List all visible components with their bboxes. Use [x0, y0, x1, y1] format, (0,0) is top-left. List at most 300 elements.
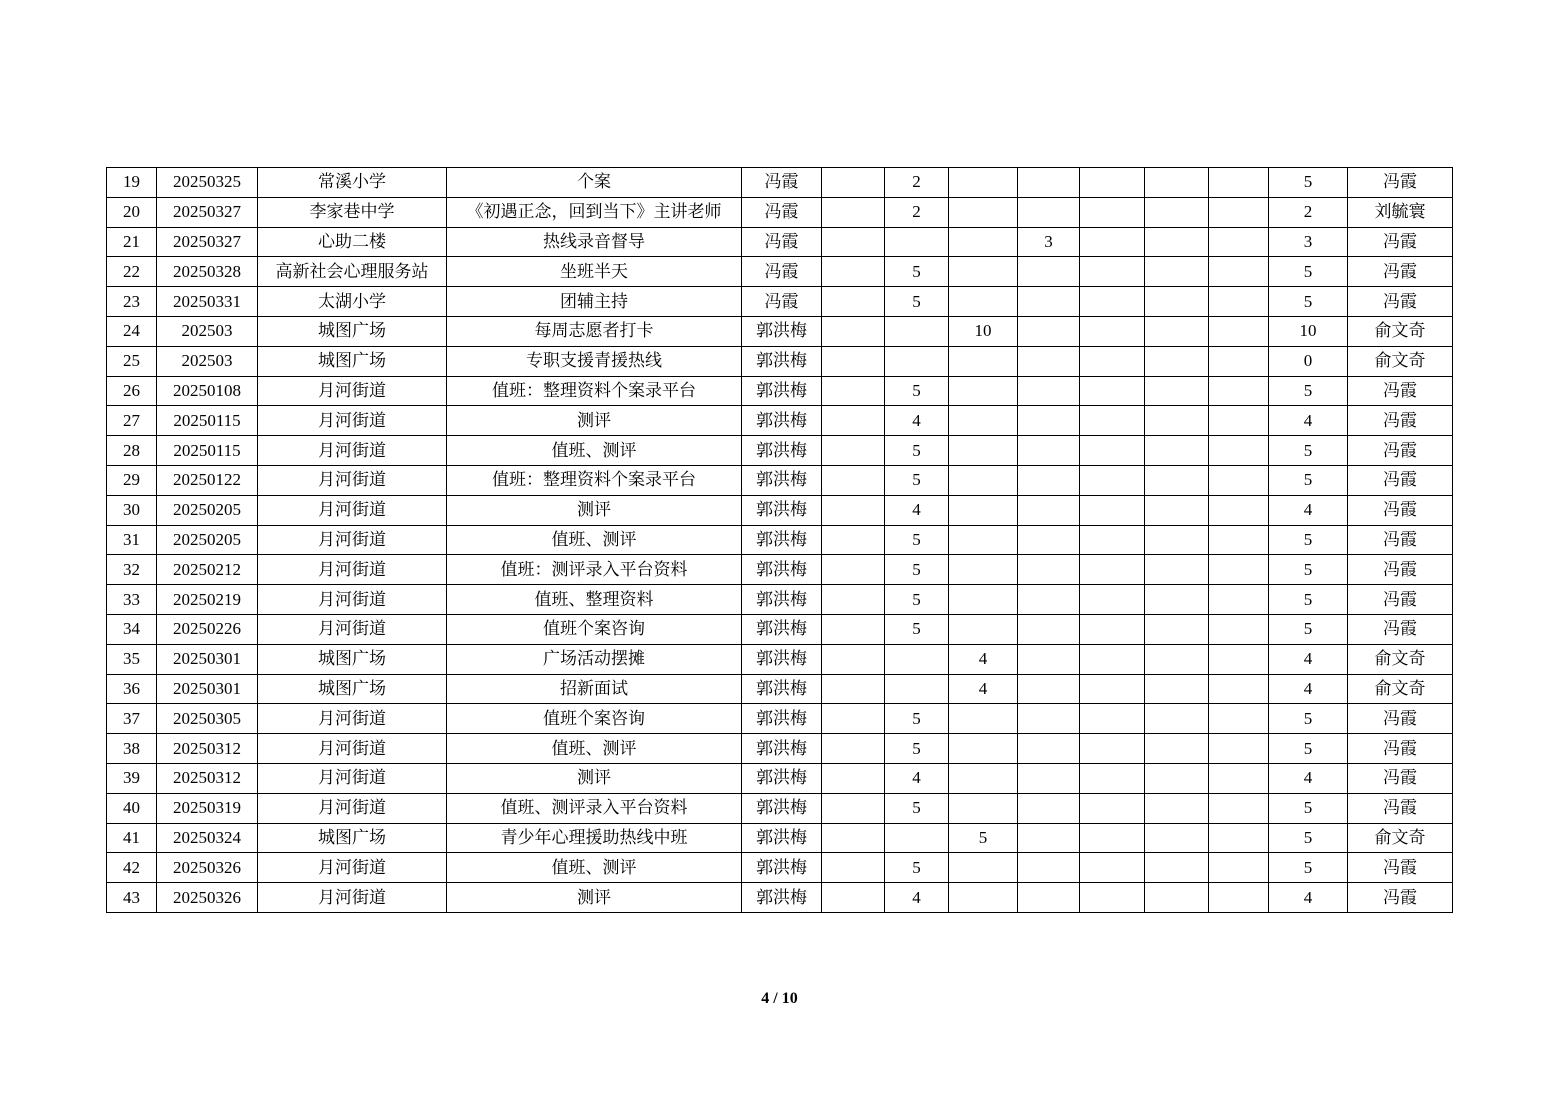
activity-cell: 坐班半天 — [447, 257, 742, 287]
volunteer-cell: 郭洪梅 — [742, 793, 822, 823]
hours-col-2-cell: 5 — [885, 465, 949, 495]
hours-col-2-cell: 5 — [885, 257, 949, 287]
date-cell: 20250205 — [157, 495, 258, 525]
volunteer-cell: 郭洪梅 — [742, 734, 822, 764]
hours-col-5-cell — [1080, 495, 1145, 525]
location-cell: 月河街道 — [258, 853, 447, 883]
table-row — [107, 585, 1453, 615]
index-cell: 37 — [107, 704, 157, 734]
verifier-cell: 冯霞 — [1348, 853, 1453, 883]
hours-col-3-cell — [949, 883, 1018, 913]
verifier-cell: 冯霞 — [1348, 614, 1453, 644]
activity-cell: 招新面试 — [447, 674, 742, 704]
hours-col-4-cell — [1018, 406, 1080, 436]
hours-col-7-cell — [1209, 525, 1269, 555]
hours-col-7-cell — [1209, 674, 1269, 704]
table-row — [107, 525, 1453, 555]
hours-col-1-cell — [822, 704, 885, 734]
location-cell: 月河街道 — [258, 585, 447, 615]
total-hours-cell: 5 — [1269, 734, 1348, 764]
hours-col-3-cell — [949, 197, 1018, 227]
location-cell: 城图广场 — [258, 644, 447, 674]
location-cell: 月河街道 — [258, 555, 447, 585]
location-cell: 高新社会心理服务站 — [258, 257, 447, 287]
records-table — [106, 167, 1453, 913]
hours-col-5-cell — [1080, 644, 1145, 674]
table-row — [107, 763, 1453, 793]
hours-col-4-cell — [1018, 257, 1080, 287]
hours-col-4-cell: 3 — [1018, 227, 1080, 257]
table-row — [107, 674, 1453, 704]
index-cell: 38 — [107, 734, 157, 764]
date-cell: 20250301 — [157, 674, 258, 704]
hours-col-7-cell — [1209, 465, 1269, 495]
volunteer-cell: 郭洪梅 — [742, 823, 822, 853]
total-hours-cell: 5 — [1269, 465, 1348, 495]
hours-col-5-cell — [1080, 734, 1145, 764]
hours-col-7-cell — [1209, 883, 1269, 913]
location-cell: 月河街道 — [258, 525, 447, 555]
total-hours-cell: 5 — [1269, 793, 1348, 823]
activity-cell: 测评 — [447, 883, 742, 913]
date-cell: 202503 — [157, 346, 258, 376]
hours-col-6-cell — [1145, 346, 1209, 376]
table-row — [107, 793, 1453, 823]
hours-col-1-cell — [822, 495, 885, 525]
location-cell: 城图广场 — [258, 823, 447, 853]
records-body — [107, 168, 1453, 913]
hours-col-3-cell — [949, 168, 1018, 198]
hours-col-5-cell — [1080, 585, 1145, 615]
total-hours-cell: 4 — [1269, 644, 1348, 674]
hours-col-2-cell: 5 — [885, 853, 949, 883]
activity-cell: 青少年心理援助热线中班 — [447, 823, 742, 853]
hours-col-4-cell — [1018, 614, 1080, 644]
table-row — [107, 257, 1453, 287]
hours-col-6-cell — [1145, 704, 1209, 734]
activity-cell: 测评 — [447, 763, 742, 793]
verifier-cell: 俞文奇 — [1348, 823, 1453, 853]
hours-col-2-cell: 5 — [885, 585, 949, 615]
volunteer-cell: 冯霞 — [742, 257, 822, 287]
activity-cell: 每周志愿者打卡 — [447, 316, 742, 346]
hours-col-6-cell — [1145, 644, 1209, 674]
hours-col-3-cell — [949, 227, 1018, 257]
activity-cell: 值班、测评 — [447, 734, 742, 764]
index-cell: 43 — [107, 883, 157, 913]
index-cell: 19 — [107, 168, 157, 198]
total-hours-cell: 5 — [1269, 585, 1348, 615]
hours-col-1-cell — [822, 734, 885, 764]
total-hours-cell: 3 — [1269, 227, 1348, 257]
location-cell: 月河街道 — [258, 614, 447, 644]
location-cell: 月河街道 — [258, 793, 447, 823]
verifier-cell: 冯霞 — [1348, 436, 1453, 466]
hours-col-2-cell: 5 — [885, 793, 949, 823]
hours-col-1-cell — [822, 376, 885, 406]
hours-col-6-cell — [1145, 257, 1209, 287]
hours-col-7-cell — [1209, 793, 1269, 823]
hours-col-3-cell — [949, 287, 1018, 317]
date-cell: 20250327 — [157, 227, 258, 257]
hours-col-6-cell — [1145, 763, 1209, 793]
hours-col-7-cell — [1209, 287, 1269, 317]
hours-col-3-cell — [949, 257, 1018, 287]
volunteer-cell: 郭洪梅 — [742, 883, 822, 913]
date-cell: 20250108 — [157, 376, 258, 406]
hours-col-4-cell — [1018, 763, 1080, 793]
hours-col-1-cell — [822, 436, 885, 466]
hours-col-3-cell — [949, 465, 1018, 495]
location-cell: 月河街道 — [258, 406, 447, 436]
location-cell: 月河街道 — [258, 465, 447, 495]
hours-col-4-cell — [1018, 674, 1080, 704]
hours-col-7-cell — [1209, 227, 1269, 257]
hours-col-5-cell — [1080, 674, 1145, 704]
hours-col-2-cell — [885, 316, 949, 346]
activity-cell: 值班：整理资料个案录平台 — [447, 376, 742, 406]
hours-col-7-cell — [1209, 614, 1269, 644]
date-cell: 20250219 — [157, 585, 258, 615]
date-cell: 20250312 — [157, 734, 258, 764]
verifier-cell: 俞文奇 — [1348, 674, 1453, 704]
hours-col-6-cell — [1145, 406, 1209, 436]
hours-col-3-cell — [949, 376, 1018, 406]
index-cell: 40 — [107, 793, 157, 823]
date-cell: 20250205 — [157, 525, 258, 555]
hours-col-3-cell — [949, 346, 1018, 376]
hours-col-7-cell — [1209, 168, 1269, 198]
hours-col-7-cell — [1209, 734, 1269, 764]
hours-col-7-cell — [1209, 555, 1269, 585]
table-row — [107, 316, 1453, 346]
hours-col-7-cell — [1209, 316, 1269, 346]
hours-col-6-cell — [1145, 436, 1209, 466]
total-hours-cell: 4 — [1269, 883, 1348, 913]
volunteer-cell: 冯霞 — [742, 168, 822, 198]
total-hours-cell: 2 — [1269, 197, 1348, 227]
hours-col-6-cell — [1145, 197, 1209, 227]
verifier-cell: 冯霞 — [1348, 168, 1453, 198]
total-hours-cell: 5 — [1269, 823, 1348, 853]
total-hours-cell: 4 — [1269, 674, 1348, 704]
hours-col-3-cell: 5 — [949, 823, 1018, 853]
activity-cell: 值班、测评 — [447, 436, 742, 466]
table-row — [107, 346, 1453, 376]
hours-col-7-cell — [1209, 197, 1269, 227]
hours-col-3-cell — [949, 436, 1018, 466]
volunteer-cell: 郭洪梅 — [742, 763, 822, 793]
hours-col-6-cell — [1145, 495, 1209, 525]
index-cell: 26 — [107, 376, 157, 406]
hours-col-7-cell — [1209, 763, 1269, 793]
hours-col-4-cell — [1018, 316, 1080, 346]
hours-col-1-cell — [822, 823, 885, 853]
location-cell: 月河街道 — [258, 436, 447, 466]
hours-col-6-cell — [1145, 853, 1209, 883]
hours-col-3-cell: 4 — [949, 644, 1018, 674]
hours-col-5-cell — [1080, 614, 1145, 644]
hours-col-2-cell: 4 — [885, 883, 949, 913]
hours-col-6-cell — [1145, 465, 1209, 495]
hours-col-2-cell — [885, 823, 949, 853]
index-cell: 36 — [107, 674, 157, 704]
table-row — [107, 704, 1453, 734]
hours-col-5-cell — [1080, 525, 1145, 555]
verifier-cell: 俞文奇 — [1348, 316, 1453, 346]
hours-col-5-cell — [1080, 555, 1145, 585]
hours-col-6-cell — [1145, 585, 1209, 615]
hours-col-4-cell — [1018, 465, 1080, 495]
volunteer-cell: 郭洪梅 — [742, 853, 822, 883]
total-hours-cell: 5 — [1269, 704, 1348, 734]
hours-col-1-cell — [822, 257, 885, 287]
activity-cell: 值班个案咨询 — [447, 704, 742, 734]
date-cell: 20250115 — [157, 436, 258, 466]
activity-cell: 测评 — [447, 495, 742, 525]
location-cell: 月河街道 — [258, 734, 447, 764]
hours-col-1-cell — [822, 793, 885, 823]
verifier-cell: 冯霞 — [1348, 555, 1453, 585]
verifier-cell: 刘毓寰 — [1348, 197, 1453, 227]
index-cell: 20 — [107, 197, 157, 227]
hours-col-2-cell: 4 — [885, 406, 949, 436]
hours-col-3-cell — [949, 734, 1018, 764]
hours-col-6-cell — [1145, 793, 1209, 823]
index-cell: 28 — [107, 436, 157, 466]
date-cell: 20250326 — [157, 853, 258, 883]
hours-col-7-cell — [1209, 346, 1269, 376]
hours-col-4-cell — [1018, 585, 1080, 615]
location-cell: 月河街道 — [258, 883, 447, 913]
hours-col-2-cell: 2 — [885, 168, 949, 198]
hours-col-6-cell — [1145, 823, 1209, 853]
volunteer-cell: 冯霞 — [742, 287, 822, 317]
hours-col-2-cell: 4 — [885, 495, 949, 525]
date-cell: 20250301 — [157, 644, 258, 674]
index-cell: 25 — [107, 346, 157, 376]
verifier-cell: 俞文奇 — [1348, 346, 1453, 376]
hours-col-4-cell — [1018, 555, 1080, 585]
location-cell: 常溪小学 — [258, 168, 447, 198]
hours-col-7-cell — [1209, 257, 1269, 287]
hours-col-6-cell — [1145, 168, 1209, 198]
hours-col-2-cell: 5 — [885, 555, 949, 585]
location-cell: 太湖小学 — [258, 287, 447, 317]
location-cell: 月河街道 — [258, 704, 447, 734]
hours-col-2-cell — [885, 674, 949, 704]
activity-cell: 值班、测评 — [447, 853, 742, 883]
hours-col-7-cell — [1209, 436, 1269, 466]
index-cell: 29 — [107, 465, 157, 495]
hours-col-2-cell: 5 — [885, 376, 949, 406]
hours-col-1-cell — [822, 674, 885, 704]
date-cell: 20250212 — [157, 555, 258, 585]
verifier-cell: 冯霞 — [1348, 763, 1453, 793]
index-cell: 23 — [107, 287, 157, 317]
hours-col-4-cell — [1018, 376, 1080, 406]
hours-col-5-cell — [1080, 346, 1145, 376]
table-row — [107, 227, 1453, 257]
activity-cell: 值班、测评录入平台资料 — [447, 793, 742, 823]
hours-col-6-cell — [1145, 674, 1209, 704]
hours-col-7-cell — [1209, 376, 1269, 406]
hours-col-3-cell — [949, 525, 1018, 555]
hours-col-4-cell — [1018, 436, 1080, 466]
hours-col-5-cell — [1080, 883, 1145, 913]
table-row — [107, 495, 1453, 525]
volunteer-cell: 郭洪梅 — [742, 525, 822, 555]
hours-col-6-cell — [1145, 376, 1209, 406]
hours-col-3-cell — [949, 793, 1018, 823]
page-number: 4 / 10 — [761, 990, 798, 1007]
table-row — [107, 168, 1453, 198]
hours-col-7-cell — [1209, 585, 1269, 615]
location-cell: 城图广场 — [258, 316, 447, 346]
hours-col-2-cell: 5 — [885, 436, 949, 466]
table-row — [107, 436, 1453, 466]
hours-col-1-cell — [822, 287, 885, 317]
hours-col-2-cell: 5 — [885, 287, 949, 317]
index-cell: 22 — [107, 257, 157, 287]
hours-col-1-cell — [822, 316, 885, 346]
date-cell: 20250122 — [157, 465, 258, 495]
hours-col-4-cell — [1018, 823, 1080, 853]
hours-col-1-cell — [822, 883, 885, 913]
verifier-cell: 冯霞 — [1348, 406, 1453, 436]
activity-cell: 值班、整理资料 — [447, 585, 742, 615]
index-cell: 27 — [107, 406, 157, 436]
volunteer-cell: 郭洪梅 — [742, 614, 822, 644]
table-row — [107, 823, 1453, 853]
volunteer-cell: 冯霞 — [742, 197, 822, 227]
verifier-cell: 冯霞 — [1348, 704, 1453, 734]
hours-col-3-cell: 10 — [949, 316, 1018, 346]
table-row — [107, 197, 1453, 227]
date-cell: 20250324 — [157, 823, 258, 853]
index-cell: 35 — [107, 644, 157, 674]
hours-col-6-cell — [1145, 614, 1209, 644]
hours-col-7-cell — [1209, 406, 1269, 436]
hours-col-4-cell — [1018, 644, 1080, 674]
index-cell: 41 — [107, 823, 157, 853]
hours-col-2-cell — [885, 644, 949, 674]
volunteer-cell: 郭洪梅 — [742, 555, 822, 585]
location-cell: 月河街道 — [258, 495, 447, 525]
hours-col-2-cell: 5 — [885, 734, 949, 764]
date-cell: 20250226 — [157, 614, 258, 644]
hours-col-1-cell — [822, 346, 885, 376]
hours-col-1-cell — [822, 853, 885, 883]
location-cell: 心助二楼 — [258, 227, 447, 257]
total-hours-cell: 5 — [1269, 257, 1348, 287]
location-cell: 城图广场 — [258, 346, 447, 376]
hours-col-4-cell — [1018, 704, 1080, 734]
volunteer-cell: 冯霞 — [742, 227, 822, 257]
hours-col-6-cell — [1145, 316, 1209, 346]
hours-col-5-cell — [1080, 436, 1145, 466]
total-hours-cell: 4 — [1269, 763, 1348, 793]
total-hours-cell: 5 — [1269, 614, 1348, 644]
table-row — [107, 287, 1453, 317]
hours-col-3-cell — [949, 614, 1018, 644]
hours-col-4-cell — [1018, 525, 1080, 555]
hours-col-2-cell: 4 — [885, 763, 949, 793]
table-row — [107, 614, 1453, 644]
hours-col-6-cell — [1145, 287, 1209, 317]
hours-col-4-cell — [1018, 168, 1080, 198]
hours-col-7-cell — [1209, 704, 1269, 734]
table-row — [107, 465, 1453, 495]
hours-col-2-cell: 5 — [885, 614, 949, 644]
hours-col-3-cell — [949, 495, 1018, 525]
hours-col-3-cell — [949, 704, 1018, 734]
hours-col-6-cell — [1145, 734, 1209, 764]
total-hours-cell: 5 — [1269, 168, 1348, 198]
hours-col-4-cell — [1018, 197, 1080, 227]
activity-cell: 《初遇正念，回到当下》主讲老师 — [447, 197, 742, 227]
index-cell: 33 — [107, 585, 157, 615]
table-row — [107, 406, 1453, 436]
hours-col-7-cell — [1209, 823, 1269, 853]
volunteer-cell: 郭洪梅 — [742, 465, 822, 495]
hours-col-5-cell — [1080, 704, 1145, 734]
date-cell: 20250312 — [157, 763, 258, 793]
location-cell: 城图广场 — [258, 674, 447, 704]
total-hours-cell: 10 — [1269, 316, 1348, 346]
activity-cell: 个案 — [447, 168, 742, 198]
total-hours-cell: 5 — [1269, 436, 1348, 466]
total-hours-cell: 4 — [1269, 495, 1348, 525]
table-row — [107, 555, 1453, 585]
hours-col-3-cell — [949, 853, 1018, 883]
verifier-cell: 冯霞 — [1348, 883, 1453, 913]
table-row — [107, 883, 1453, 913]
volunteer-cell: 郭洪梅 — [742, 316, 822, 346]
hours-col-6-cell — [1145, 883, 1209, 913]
verifier-cell: 冯霞 — [1348, 287, 1453, 317]
table-row — [107, 853, 1453, 883]
date-cell: 20250327 — [157, 197, 258, 227]
total-hours-cell: 5 — [1269, 287, 1348, 317]
hours-col-3-cell: 4 — [949, 674, 1018, 704]
hours-col-1-cell — [822, 227, 885, 257]
hours-col-7-cell — [1209, 853, 1269, 883]
index-cell: 31 — [107, 525, 157, 555]
table-row — [107, 644, 1453, 674]
activity-cell: 广场活动摆摊 — [447, 644, 742, 674]
verifier-cell: 俞文奇 — [1348, 644, 1453, 674]
activity-cell: 测评 — [447, 406, 742, 436]
hours-col-3-cell — [949, 555, 1018, 585]
index-cell: 42 — [107, 853, 157, 883]
hours-col-1-cell — [822, 763, 885, 793]
index-cell: 30 — [107, 495, 157, 525]
hours-col-6-cell — [1145, 227, 1209, 257]
verifier-cell: 冯霞 — [1348, 585, 1453, 615]
hours-col-1-cell — [822, 168, 885, 198]
hours-col-5-cell — [1080, 168, 1145, 198]
verifier-cell: 冯霞 — [1348, 525, 1453, 555]
hours-col-3-cell — [949, 406, 1018, 436]
index-cell: 32 — [107, 555, 157, 585]
hours-col-4-cell — [1018, 793, 1080, 823]
index-cell: 39 — [107, 763, 157, 793]
activity-cell: 团辅主持 — [447, 287, 742, 317]
hours-col-5-cell — [1080, 793, 1145, 823]
total-hours-cell: 4 — [1269, 406, 1348, 436]
hours-col-1-cell — [822, 406, 885, 436]
